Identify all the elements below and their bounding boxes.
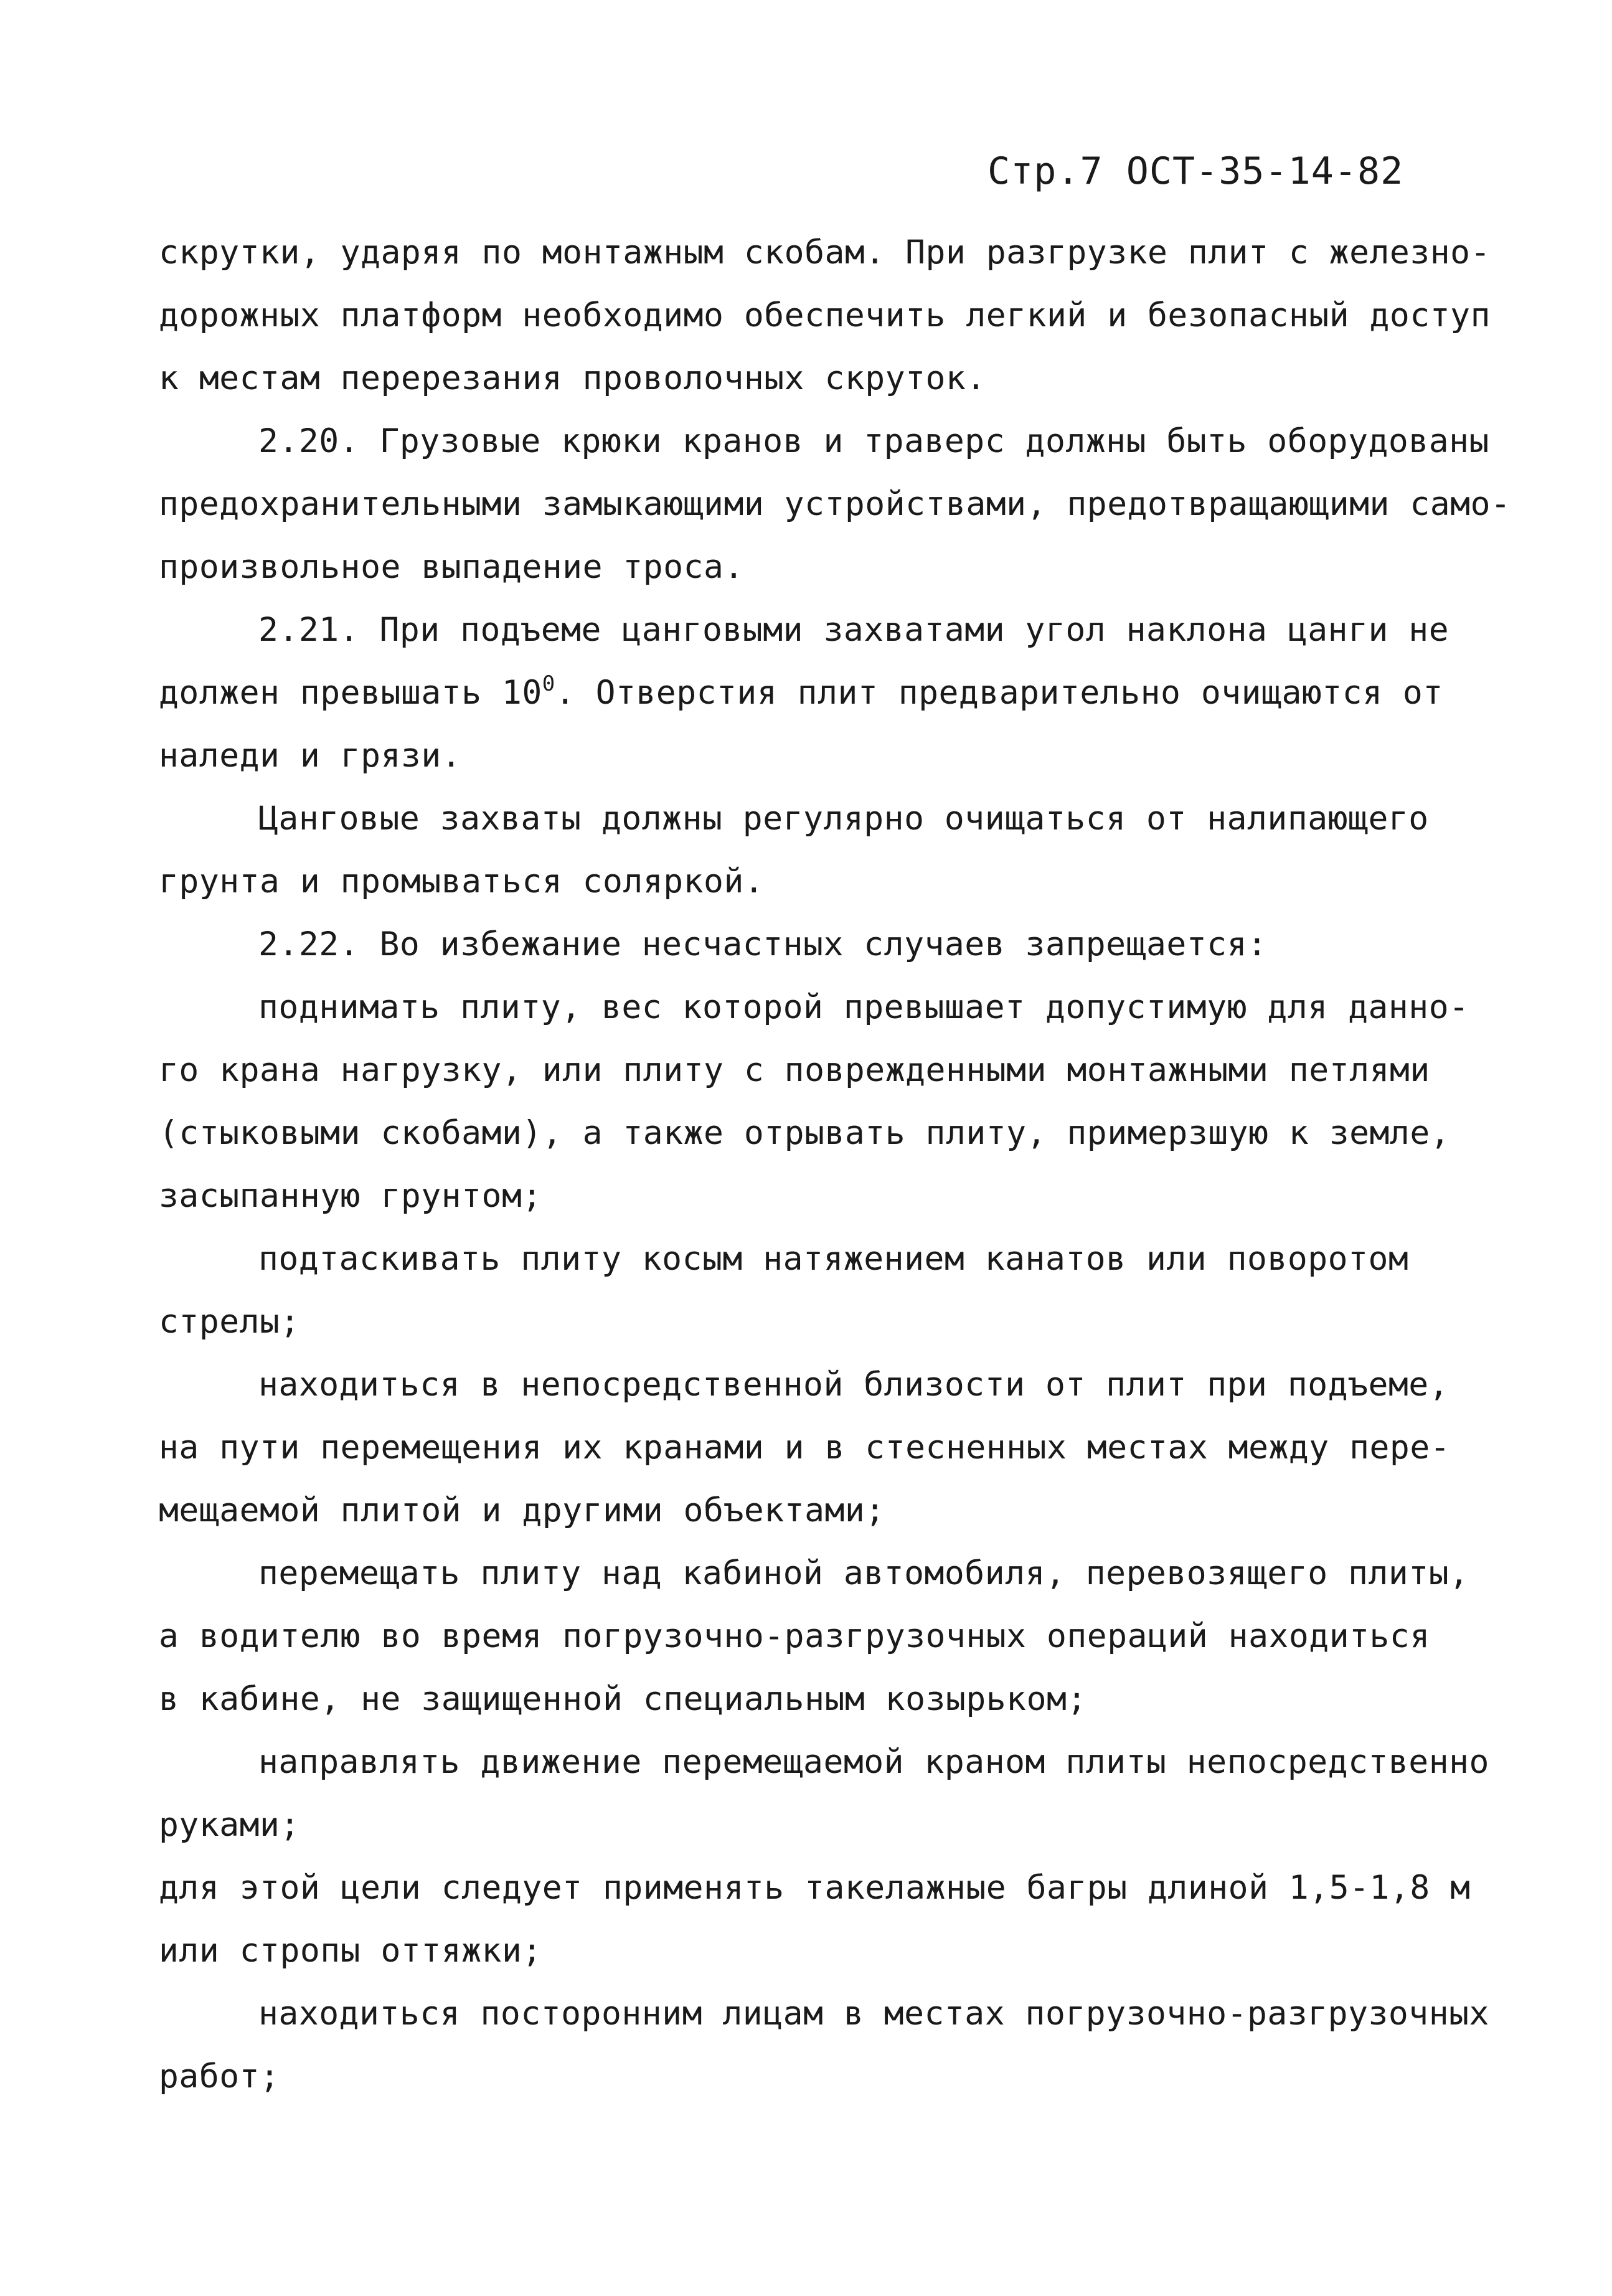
section-2-20-heading: 2.20. Грузовые крюки кранов и траверс должны быть оборудованы [258,422,1489,460]
text-fragment: должен превышать 10 [159,674,542,712]
text-line: наледи и грязи. [159,737,462,775]
list-item-start: находиться в непосредственной близости от плит при подъеме, [258,1366,1449,1404]
list-item-start: подтаскивать плиту косым натяжением канатов или поворотом [258,1240,1409,1278]
text-line: для этой цели следует применять такелажные багры длиной 1,5-1,8 м [159,1869,1471,1907]
section-2-21-heading: 2.21. При подъеме цанговыми захватами угол наклона цанги не [258,611,1449,649]
text-line: засыпанную грунтом; [159,1177,542,1215]
text-fragment: . Отверстия плит предварительно очищаются от [555,674,1443,712]
text-line: произвольное выпадение троса. [159,548,744,586]
text-line: мещаемой плитой и другими объектами; [159,1491,885,1529]
text-line: скрутки, ударяя по монтажным скобам. При разгрузке плит с железно- [159,234,1491,272]
text-line: (стыковыми скобами), а также отрывать плиту, примерзшую к земле, [159,1114,1451,1152]
section-2-22-heading: 2.22. Во избежание несчастных случаев запрещается: [258,925,1268,963]
page-header: Стр.7 ОСТ-35-14-82 [987,149,1404,193]
list-item-start: перемещать плиту над кабиной автомобиля, перевозящего плиты, [258,1554,1469,1592]
text-line: работ; [159,2057,280,2095]
text-line: к местам перерезания проволочных скруток. [159,359,986,397]
text-line: а водителю во время погрузочно-разгрузочных операций находиться [159,1617,1430,1655]
text-line: в кабине, не защищенной специальным козырьком; [159,1680,1087,1718]
text-line: предохранительными замыкающими устройствами, предотвращающими само- [159,485,1511,523]
text-line: или стропы оттяжки; [159,1932,542,1970]
text-line: стрелы; [159,1303,300,1341]
text-line: го крана нагрузку, или плиту с поврежденными монтажными петлями [159,1051,1430,1089]
document-body [159,221,1511,2108]
paragraph-start: Цанговые захваты должны регулярно очищаться от налипающего [258,800,1429,838]
degree-superscript: 0 [542,671,555,696]
text-line: грунта и промываться соляркой. [159,862,765,900]
text-line: руками; [159,1806,300,1844]
text-line: дорожных платформ необходимо обеспечить легкий и безопасный доступ [159,296,1491,334]
text-line-with-degree [159,661,1473,724]
list-item-start: поднимать плиту, вес которой превышает допустимую для данно- [258,988,1469,1026]
list-item-start: направлять движение перемещаемой краном плиты непосредственно [258,1743,1489,1781]
list-item-start: находиться посторонним лицам в местах погрузочно-разгрузочных [258,1995,1489,2033]
text-line: на пути перемещения их кранами и в стесненных местах между пере- [159,1429,1451,1467]
